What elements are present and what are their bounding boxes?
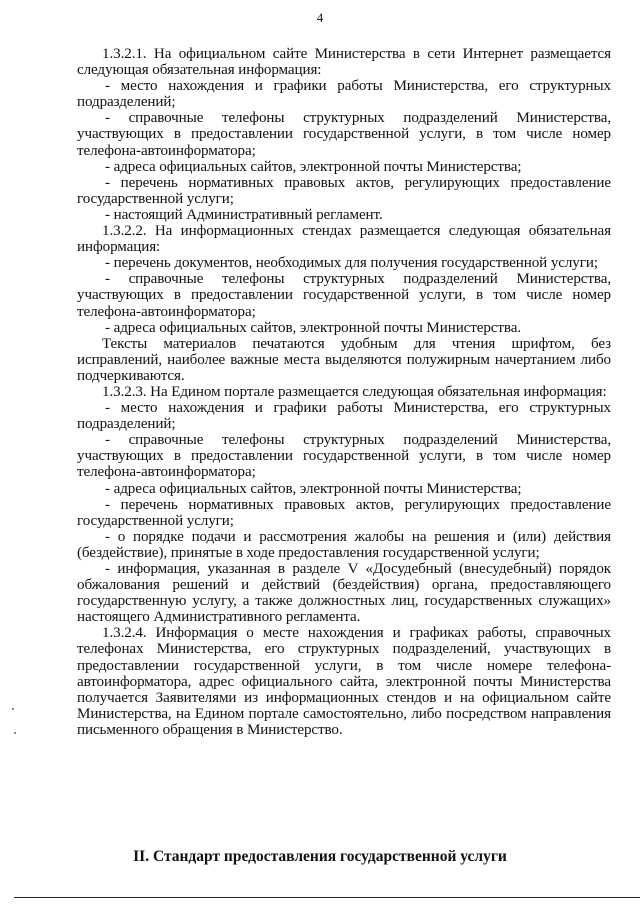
paragraph: Тексты материалов печатаются удобным для чтения шрифтом, без исправлений, наиболее важные места выделяются полужирным начертанием либо подчеркиваются. [77,335,611,384]
paragraph: 1.3.2.1. На официальном сайте Министерства в сети Интернет размещается следующая обязательная информация: [77,46,611,79]
section-heading: II. Стандарт предоставления государственной услуги [133,848,507,865]
list-item: - адреса официальных сайтов, электронной почты Министерства; [105,480,522,497]
list-item: - перечень нормативных правовых актов, регулирующих предоставление государственной услуги; [77,174,611,207]
list-item: - место нахождения и графики работы Министерства, его структурных подразделений; [77,78,611,111]
list-item: - место нахождения и графики работы Министерства, его структурных подразделений; [77,400,611,433]
paragraph: 1.3.2.4. Информация о месте нахождения и графиках работы, справочных телефонах Министерства, его структурных подразделений, участвующих в предоставлении государственной услуги, в том числе номере телефона-автоинформатора, адрес официального сайта, электронной почты Министерства получается Заявителями из информационных стендов и на официальном сайте Министерства, на Едином портале самостоятельно, либо посредством направления письменного обращения в Министерство. [77,625,611,738]
list-item: - настоящий Административный регламент. [105,206,383,223]
list-item: - перечень нормативных правовых актов, регулирующих предоставление государственной услуги; [77,496,611,529]
paragraph: 1.3.2.3. На Едином портале размещается следующая обязательная информация: [102,383,607,400]
scan-speck [12,708,14,710]
list-item: - справочные телефоны структурных подразделений Министерства, участвующих в предоставлении государственной услуги, в том числе номер телефона-автоинформатора; [77,432,611,481]
page-number: 4 [316,10,324,25]
list-item: - адреса официальных сайтов, электронной почты Министерства. [105,319,522,336]
scan-speck [14,732,16,734]
paragraph: 1.3.2.2. На информационных стендах размещается следующая обязательная информация: [77,223,611,256]
list-item: - справочные телефоны структурных подразделений Министерства, участвующих в предоставлении государственной услуги, в том числе номер телефона-автоинформатора; [77,110,611,159]
list-item: - адреса официальных сайтов, электронной почты Министерства; [105,158,522,175]
list-item: - справочные телефоны структурных подразделений Министерства, участвующих в предоставлении государственной услуги, в том числе номер телефона-автоинформатора; [77,271,611,320]
list-item: - о порядке подачи и рассмотрения жалобы на решения и (или) действия (бездействие), принятые в ходе предоставления государственной услуги; [77,528,611,561]
page-bottom-rule [14,897,640,898]
list-item: - информация, указанная в разделе V «Досудебный (внесудебный) порядок обжалования решений и действий (бездействия) органа, предоставляющего государственную услугу, а также должностных лиц, государственных служащих» настоящего Административного регламента. [77,561,611,626]
list-item: - перечень документов, необходимых для получения государственной услуги; [105,255,598,272]
document-body [77,46,611,738]
